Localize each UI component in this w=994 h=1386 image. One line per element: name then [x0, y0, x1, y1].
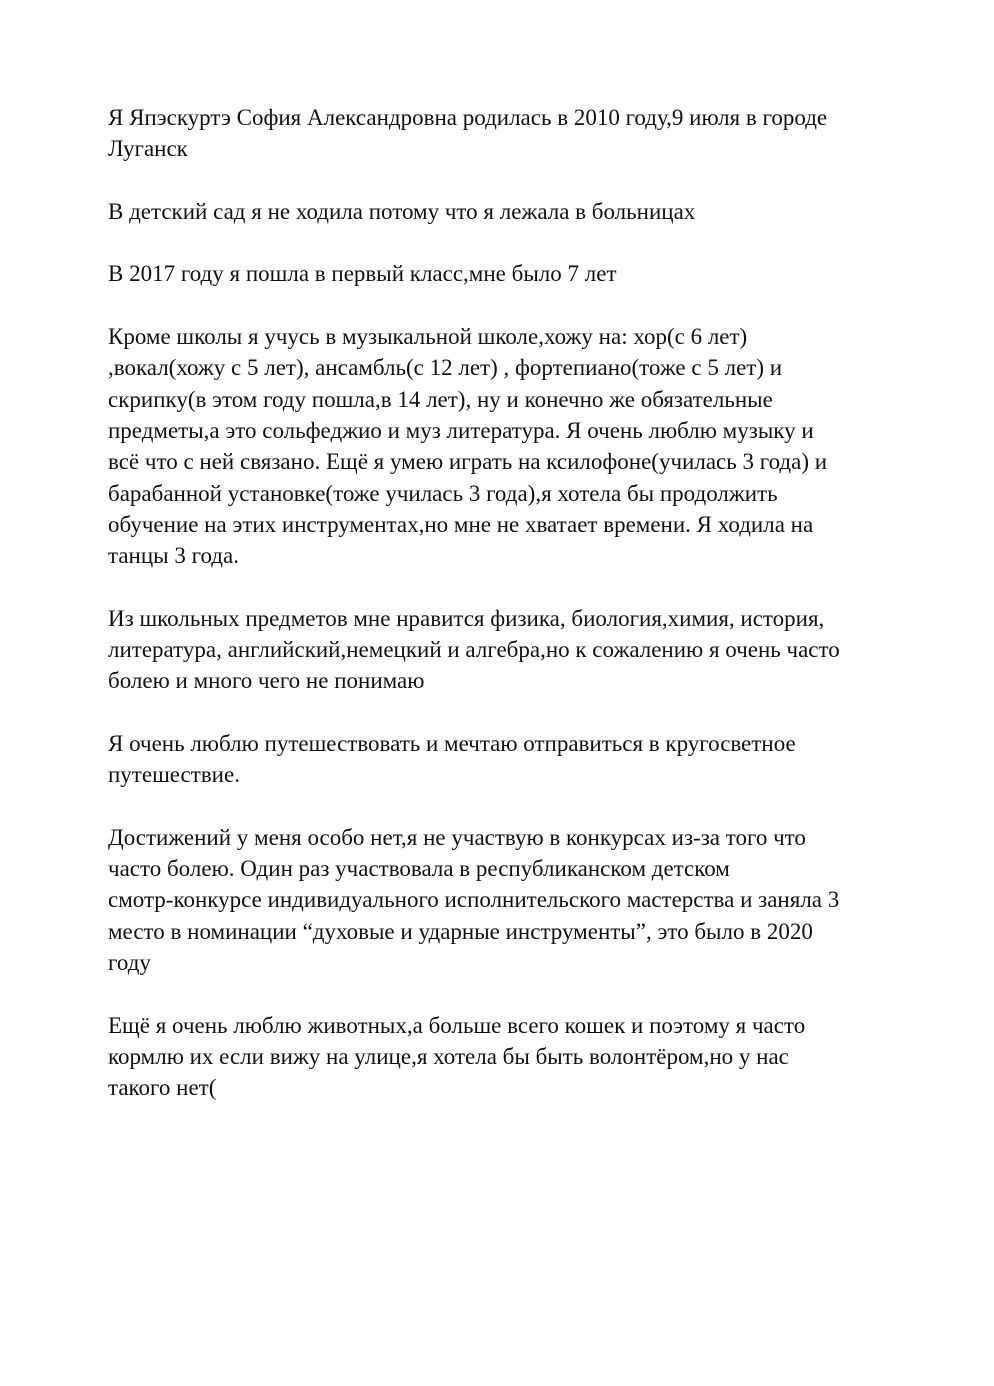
paragraph-music-school: Кроме школы я учусь в музыкальной школе,хожу на: хор(с 6 лет) ,вокал(хожу с 5 лет), ансамбль(с 12 лет) , фортепиано(тоже с 5 лет) и скрипку(в этом году пошла,в 14 лет), ну и конечно же обязательные предметы,а это сольфеджио и муз литература. Я очень люблю музыку и всё что с ней связано. Ещё я умею играть на ксилофоне(училась 3 года) и барабанной установке(тоже училась 3 года),я хотела бы продолжить обучение на этих инструментах,но мне не хватает времени. Я ходила на танцы 3 года. — [108, 324, 828, 569]
paragraph-school-subjects: Из школьных предметов мне нравится физика, биология,химия, история, литература, английский,немецкий и алгебра,но к сожалению я очень часто болею и много чего не понимаю — [108, 605, 840, 694]
document-body — [108, 102, 878, 1135]
paragraph-birth: Я Япэскуртэ София Александровна родилась в 2010 году,9 июля в городе Луганск — [108, 105, 828, 162]
paragraph-travel: Я очень люблю путешествовать и мечтаю отправиться в кругосветное путешествие. — [108, 730, 796, 788]
paragraph-achievements: Достижений у меня особо нет,я не участвую в конкурсах из-за того что часто болею. Один раз участвовала в республиканском детском смотр-конкурсе индивидуального исполнительского мастерства и заняла 3 место в номинации “духовые и ударные инструменты”, это было в 2020 году — [108, 824, 840, 976]
paragraph-kindergarten: В детский сад я не ходила потому что я лежала в больницах — [108, 198, 696, 224]
paragraph-animals: Ещё я очень люблю животных,а больше всего кошек и поэтому я часто кормлю их если вижу на улице,я хотела бы быть волонтёром,но у нас такого нет( — [108, 1012, 806, 1101]
paragraph-first-grade: В 2017 году я пошла в первый класс,мне было 7 лет — [108, 261, 617, 287]
